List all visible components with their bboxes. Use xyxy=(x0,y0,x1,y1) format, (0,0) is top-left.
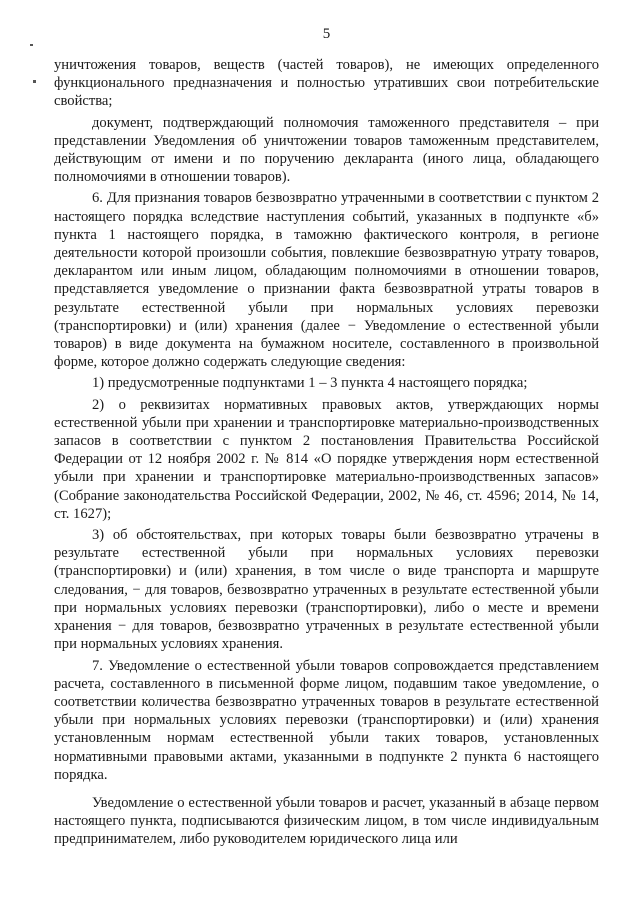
page-number: 5 xyxy=(322,26,331,42)
paragraph-subitem-2: 2) о реквизитах нормативных правовых актов, утверждающих нормы естественной убыли при хранении и транспортировке материально-производственных запасов в соответствии с пунктом 2 постановления Правительства Российской Федерации от 12 ноября 2002 г. № 814 «О порядке утверждения норм естественной убыли при хранении и транспортировке материально-производственных запасов» (Собрание законодательства Российской Федерации, 2002, № 46, ст. 4596; 2014, № 14, ст. 1627); xyxy=(54,396,599,522)
paragraph-continuation: уничтожения товаров, веществ (частей товаров), не имеющих определенного функционального предназначения и полностью утративших свои потребительские свойства; xyxy=(54,57,599,110)
paragraph-item-6: 6. Для признания товаров безвозвратно утраченными в соответствии с пунктом 2 настоящего порядка вследствие наступления событий, указанных в подпункте «б» пункта 1 настоящего порядка, в таможню фактического контроля, в регионе деятельности которой произошли события, повлекшие безвозвратную утрату товаров, декларантом или иным лицом, обладающим полномочиями в отношении товаров, представляется уведомление о признании факта безвозвратной утраты товаров в результате естественной убыли при нормальных условиях перевозки (транспортировки) и (или) хранения (далее − Уведомление о естественной убыли товаров) в виде документа на бумажном носителе, составленного в произвольной форме, которое должно содержать следующие сведения: xyxy=(54,190,599,371)
paragraph-representative-document: документ, подтверждающий полномочия таможенного представителя – при представлении Уведомления об уничтожении товаров таможенным представителем, действующим от имени и по поручению декларанта (иного лица, обладающего полномочиями в отношении товаров). xyxy=(54,114,599,186)
paragraph-item-7: 7. Уведомление о естественной убыли товаров сопровождается представлением расчета, составленного в письменной форме лицом, подавшим такое уведомление, о соответствии количества безвозвратно утраченных товаров в результате естественной убыли при нормальных условиях перевозки (транспортировки) и (или) хранения установленным нормам естественной убыли таких товаров, установленных нормативными правовыми актами, указанными в подпункте 2 пункта 6 настоящего порядка. xyxy=(54,657,599,783)
scan-mark-1 xyxy=(30,44,33,46)
document-page xyxy=(54,24,599,849)
paragraph-subitem-1: 1) предусмотренные подпунктами 1 – 3 пункта 4 настоящего порядка; xyxy=(92,375,528,392)
scan-mark-2 xyxy=(33,80,36,83)
paragraph-signature-requirement: Уведомление о естественной убыли товаров и расчет, указанный в абзаце первом настоящего пункта, подписываются физическим лицом, в том числе индивидуальным предпринимателем, либо руководителем юридического лица или xyxy=(54,794,599,848)
paragraph-subitem-3: 3) об обстоятельствах, при которых товары были безвозвратно утрачены в результате естественной убыли при нормальных условиях перевозки (транспортировки) и (или) хранения, в том числе о виде транспорта и маршруте следования, − для товаров, безвозвратно утраченных в результате естественной убыли при нормальных условиях перевозки (транспортировки), либо о месте и времени хранения − для товаров, безвозвратно утраченных в результате естественной убыли при нормальных условиях хранения. xyxy=(54,527,599,653)
